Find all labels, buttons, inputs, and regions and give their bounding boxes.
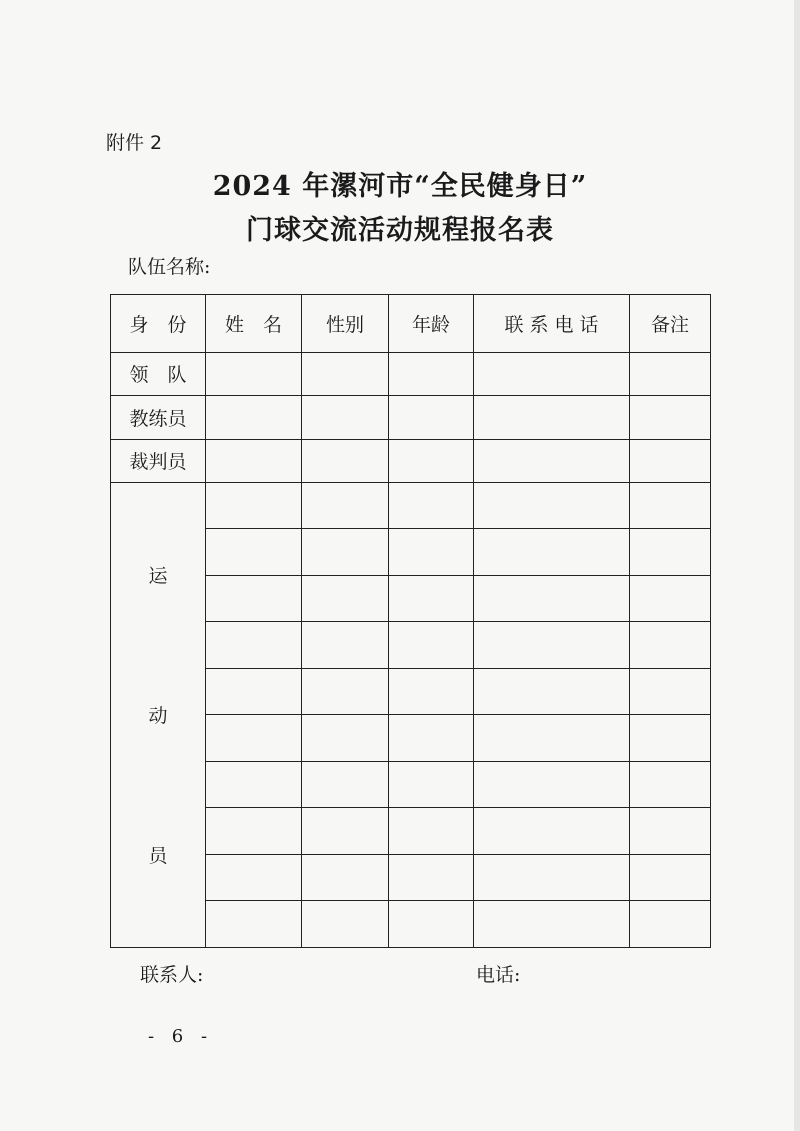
cell-remarks[interactable] [630, 668, 711, 714]
table-row [111, 439, 711, 482]
cell-gender[interactable] [302, 715, 389, 761]
cell-gender[interactable] [302, 529, 389, 575]
phone-label: 电话: [476, 964, 521, 986]
cell-gender[interactable] [302, 352, 389, 395]
cell-remarks[interactable] [630, 808, 711, 854]
table-row [111, 352, 711, 395]
athlete-char-2: 动 [148, 705, 168, 728]
cell-name[interactable] [206, 901, 302, 948]
table-row [111, 396, 711, 439]
role-coach: 教练员 [111, 396, 206, 439]
cell-name[interactable] [206, 668, 302, 714]
cell-phone[interactable] [474, 622, 630, 668]
cell-age[interactable] [389, 854, 474, 900]
cell-phone[interactable] [474, 529, 630, 575]
cell-remarks[interactable] [630, 482, 711, 528]
role-referee: 裁判员 [111, 439, 206, 482]
cell-remarks[interactable] [630, 439, 711, 482]
team-name-label: 队伍名称: [128, 256, 211, 278]
cell-remarks[interactable] [630, 622, 711, 668]
cell-phone[interactable] [474, 901, 630, 948]
cell-age[interactable] [389, 482, 474, 528]
cell-gender[interactable] [302, 668, 389, 714]
cell-phone[interactable] [474, 396, 630, 439]
athlete-char-3: 员 [148, 845, 168, 868]
cell-name[interactable] [206, 482, 302, 528]
cell-gender[interactable] [302, 439, 389, 482]
cell-gender[interactable] [302, 396, 389, 439]
page-number: - 6 - [148, 1026, 214, 1047]
cell-gender[interactable] [302, 854, 389, 900]
cell-gender[interactable] [302, 622, 389, 668]
cell-phone[interactable] [474, 715, 630, 761]
header-phone: 联 系 电 话 [474, 295, 630, 353]
athlete-char-1: 运 [148, 565, 168, 588]
cell-name[interactable] [206, 715, 302, 761]
cell-remarks[interactable] [630, 352, 711, 395]
cell-gender[interactable] [302, 761, 389, 807]
cell-phone[interactable] [474, 439, 630, 482]
cell-age[interactable] [389, 439, 474, 482]
cell-age[interactable] [389, 396, 474, 439]
cell-age[interactable] [389, 668, 474, 714]
role-leader: 领 队 [111, 352, 206, 395]
cell-age[interactable] [389, 901, 474, 948]
cell-gender[interactable] [302, 901, 389, 948]
cell-remarks[interactable] [630, 854, 711, 900]
cell-age[interactable] [389, 715, 474, 761]
cell-remarks[interactable] [630, 396, 711, 439]
cell-remarks[interactable] [630, 529, 711, 575]
header-role: 身 份 [111, 295, 206, 353]
cell-remarks[interactable] [630, 901, 711, 948]
cell-name[interactable] [206, 439, 302, 482]
cell-name[interactable] [206, 529, 302, 575]
cell-age[interactable] [389, 352, 474, 395]
contact-person-label: 联系人: [140, 964, 204, 986]
cell-phone[interactable] [474, 808, 630, 854]
header-gender: 性别 [302, 295, 389, 353]
role-athletes [111, 482, 206, 947]
cell-gender[interactable] [302, 482, 389, 528]
page-title-line1: 2024 年漯河市“全民健身日” [212, 171, 588, 202]
cell-name[interactable] [206, 854, 302, 900]
cell-phone[interactable] [474, 854, 630, 900]
cell-name[interactable] [206, 761, 302, 807]
cell-remarks[interactable] [630, 761, 711, 807]
cell-age[interactable] [389, 529, 474, 575]
cell-gender[interactable] [302, 808, 389, 854]
cell-gender[interactable] [302, 575, 389, 621]
cell-age[interactable] [389, 808, 474, 854]
header-name: 姓 名 [206, 295, 302, 353]
cell-phone[interactable] [474, 668, 630, 714]
cell-phone[interactable] [474, 482, 630, 528]
cell-name[interactable] [206, 808, 302, 854]
cell-age[interactable] [389, 622, 474, 668]
cell-name[interactable] [206, 622, 302, 668]
cell-phone[interactable] [474, 761, 630, 807]
header-row [111, 295, 711, 353]
cell-name[interactable] [206, 352, 302, 395]
cell-phone[interactable] [474, 575, 630, 621]
cell-age[interactable] [389, 761, 474, 807]
cell-phone[interactable] [474, 352, 630, 395]
cell-age[interactable] [389, 575, 474, 621]
cell-name[interactable] [206, 396, 302, 439]
cell-remarks[interactable] [630, 715, 711, 761]
header-remarks: 备注 [630, 295, 711, 353]
registration-table [110, 294, 711, 948]
cell-name[interactable] [206, 575, 302, 621]
header-age: 年龄 [389, 295, 474, 353]
table-row [111, 482, 711, 528]
cell-remarks[interactable] [630, 575, 711, 621]
attachment-label: 附件 2 [106, 132, 163, 154]
page-title-line2: 门球交流活动规程报名表 [246, 215, 554, 246]
